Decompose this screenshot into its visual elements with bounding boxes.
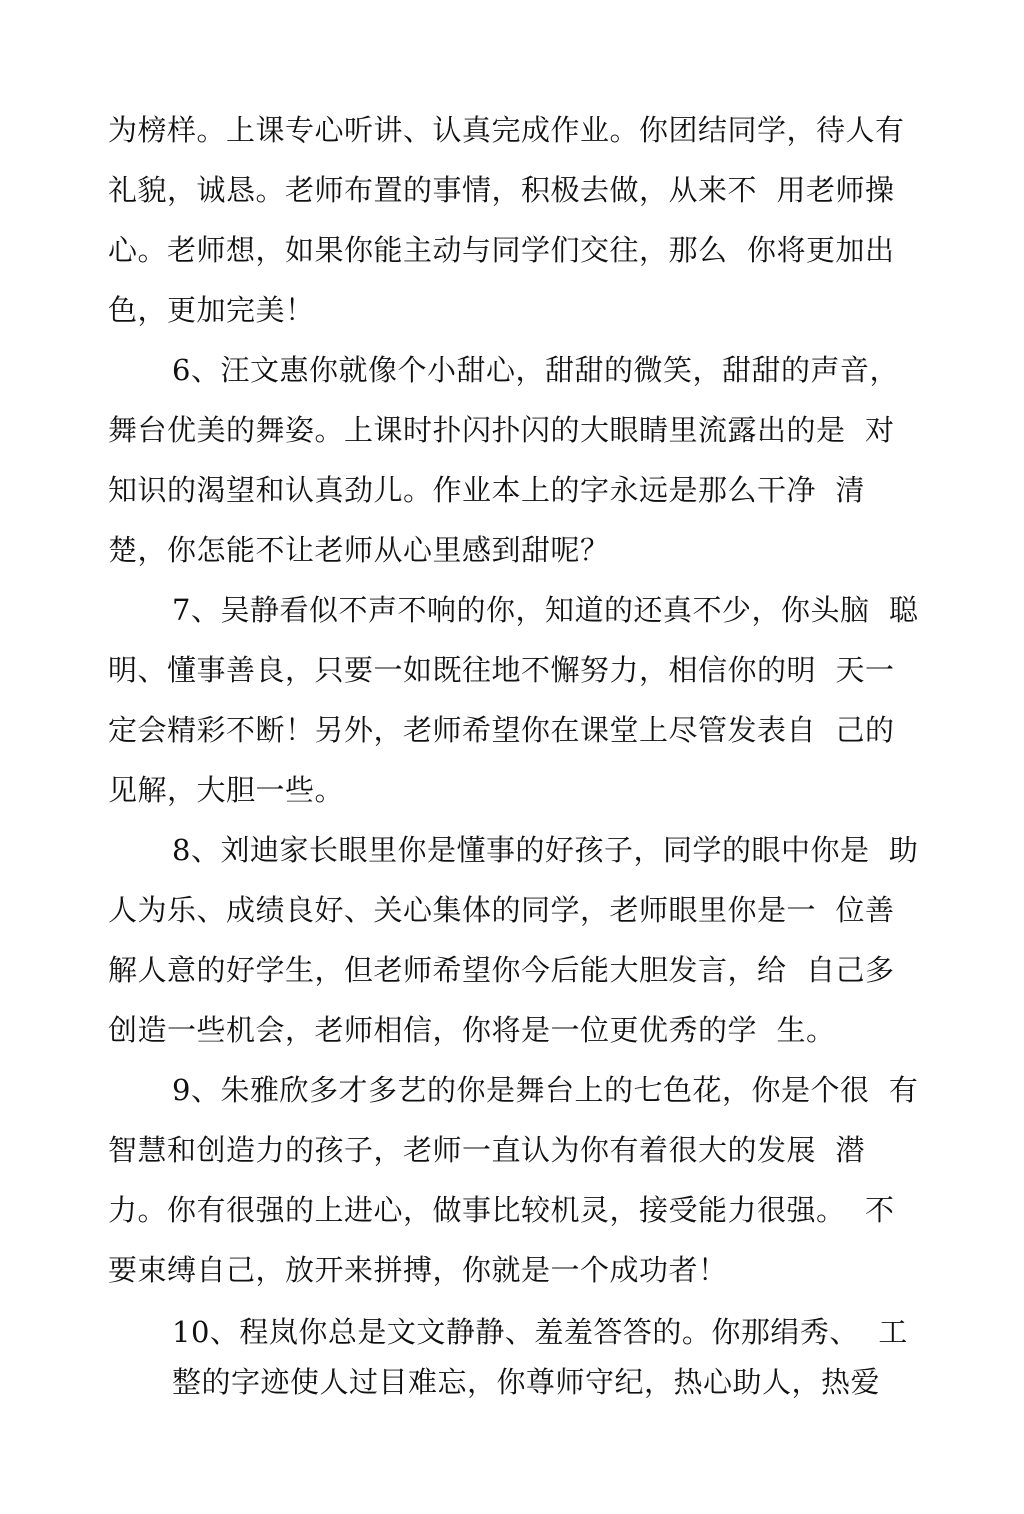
text-line: 解人意的好学生，但老师希望你今后能大胆发言，给 自己多 (108, 953, 895, 987)
text-line: 力。你有很强的上进心，做事比较机灵，接受能力很强。 不 (108, 1193, 895, 1227)
text-line: 舞台优美的舞姿。上课时扑闪扑闪的大眼睛里流露出的是 对 (108, 413, 895, 447)
text-line: 心。老师想，如果你能主动与同学们交往，那么 你将更加出 (108, 233, 895, 267)
text-line: 为榜样。上课专心听讲、认真完成作业。你团结同学，待人有 (108, 113, 905, 147)
text-line: 礼貌，诚恳。老师布置的事情，积极去做，从来不 用老师操 (108, 173, 895, 207)
text-line: 6、汪文惠你就像个小甜心，甜甜的微笑，甜甜的声音， (172, 353, 899, 387)
text-line: 楚，你怎能不让老师从心里感到甜呢？ (108, 533, 610, 567)
text-line: 9、朱雅欣多才多艺的你是舞台上的七色花，你是个很 有 (172, 1073, 919, 1107)
text-line: 见解，大胆一些。 (108, 773, 345, 807)
text-line: 创造一些机会，老师相信，你将是一位更优秀的学 生。 (108, 1013, 836, 1047)
text-line: 色，更加完美！ (108, 293, 315, 327)
text-line: 整的字迹使人过目难忘，你尊师守纪，热心助人，热爱 (172, 1365, 881, 1399)
text-line: 10、程岚你总是文文静静、羞羞答答的。你那绢秀、 工 (172, 1315, 908, 1349)
text-line: 要束缚自己，放开来拼搏，你就是一个成功者！ (108, 1253, 728, 1287)
text-line: 明、懂事善良，只要一如既往地不懈努力，相信你的明 天一 (108, 653, 895, 687)
text-line: 智慧和创造力的孩子，老师一直认为你有着很大的发展 潜 (108, 1133, 865, 1167)
text-line: 7、吴静看似不声不响的你，知道的还真不少，你头脑 聪 (172, 593, 919, 627)
text-line: 定会精彩不断！另外，老师希望你在课堂上尽管发表自 己的 (108, 713, 895, 747)
text-line: 人为乐、成绩良好、关心集体的同学，老师眼里你是一 位善 (108, 893, 895, 927)
text-line: 知识的渴望和认真劲儿。作业本上的字永远是那么干净 清 (108, 473, 865, 507)
text-line: 8、刘迪家长眼里你是懂事的好孩子，同学的眼中你是 助 (172, 833, 919, 867)
